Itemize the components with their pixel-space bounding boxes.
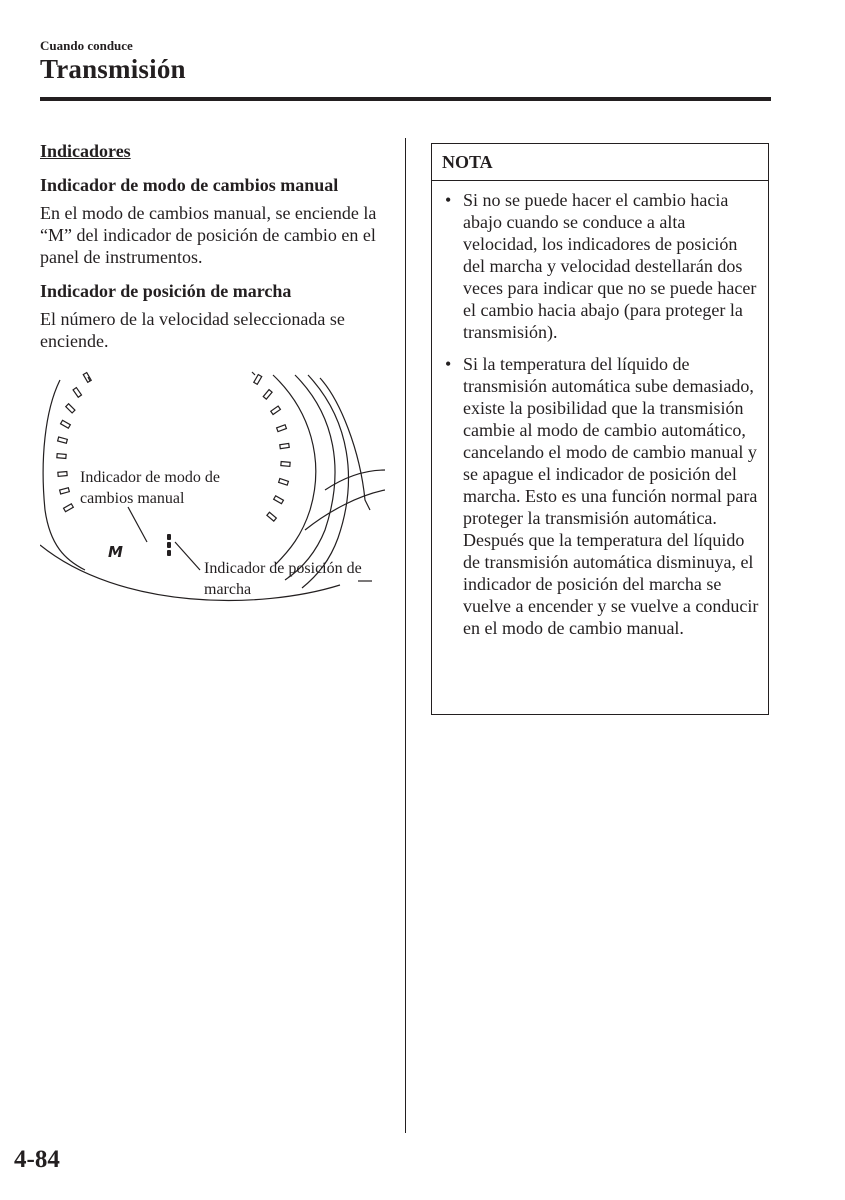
page-title: Transmisión xyxy=(40,54,186,84)
gear-position-paragraph: El número de la velocidad seleccionada se enciende. xyxy=(40,309,345,351)
note-item xyxy=(432,189,760,343)
title-rule xyxy=(40,97,771,101)
note-list xyxy=(432,181,768,639)
indicators-heading: Indicadores xyxy=(40,141,131,161)
figure-label-gear-position: Indicador de posición de marcha xyxy=(204,560,362,598)
leader-line-manual-mode xyxy=(128,507,147,542)
leader-line-gear-position xyxy=(175,542,200,570)
manual-mode-indicator-icon: M xyxy=(108,543,123,561)
right-gauge-ticks xyxy=(254,375,290,522)
note-item-text: Si la temperatura del líquido de transmisión automática sube demasiado, existe la posibilidad que la transmisión cambie al modo de cambio automático, cancelando el modo de cambio manual y se apague el indicador de posición del marcha. Esto es una función normal para proteger la transmisión automática. Después que la temperatura del líquido de transmisión automática disminuya, el indicador de posición del marcha se vuelve a encender y se vuelve a conducir en el modo de cambio manual. xyxy=(463,354,759,638)
note-item-text: Si no se puede hacer el cambio hacia abajo cuando se conduce a alta velocidad, los indicadores de posición del marcha y velocidad destellarán dos veces para indicar que no se puede hacer el cambio hacia abajo (para proteger la transmisión). xyxy=(463,190,757,342)
note-item xyxy=(432,353,760,639)
column-divider xyxy=(405,138,406,1133)
note-box xyxy=(431,143,769,715)
gear-position-subheading: Indicador de posición de marcha xyxy=(40,281,292,301)
left-column xyxy=(40,140,385,364)
right-gauge-arc-3 xyxy=(302,375,348,588)
gear-position-indicator-icon xyxy=(167,534,171,556)
figure-label-manual-mode: Indicador de modo de cambios manual xyxy=(80,469,220,507)
bullet-icon: • xyxy=(445,354,452,374)
page-number: 4-84 xyxy=(14,1146,60,1173)
bullet-icon: • xyxy=(445,190,452,210)
left-gauge-outer-arc xyxy=(43,380,85,570)
manual-mode-subheading: Indicador de modo de cambios manual xyxy=(40,175,339,195)
note-title: NOTA xyxy=(432,144,768,181)
right-gauge-arc-1 xyxy=(273,375,316,565)
right-gauge-arc-2 xyxy=(285,375,335,580)
manual-mode-paragraph: En el modo de cambios manual, se enciende la “M” del indicador de posición de cambio en el panel de instrumentos. xyxy=(40,203,377,267)
section-label: Cuando conduce xyxy=(40,38,133,53)
